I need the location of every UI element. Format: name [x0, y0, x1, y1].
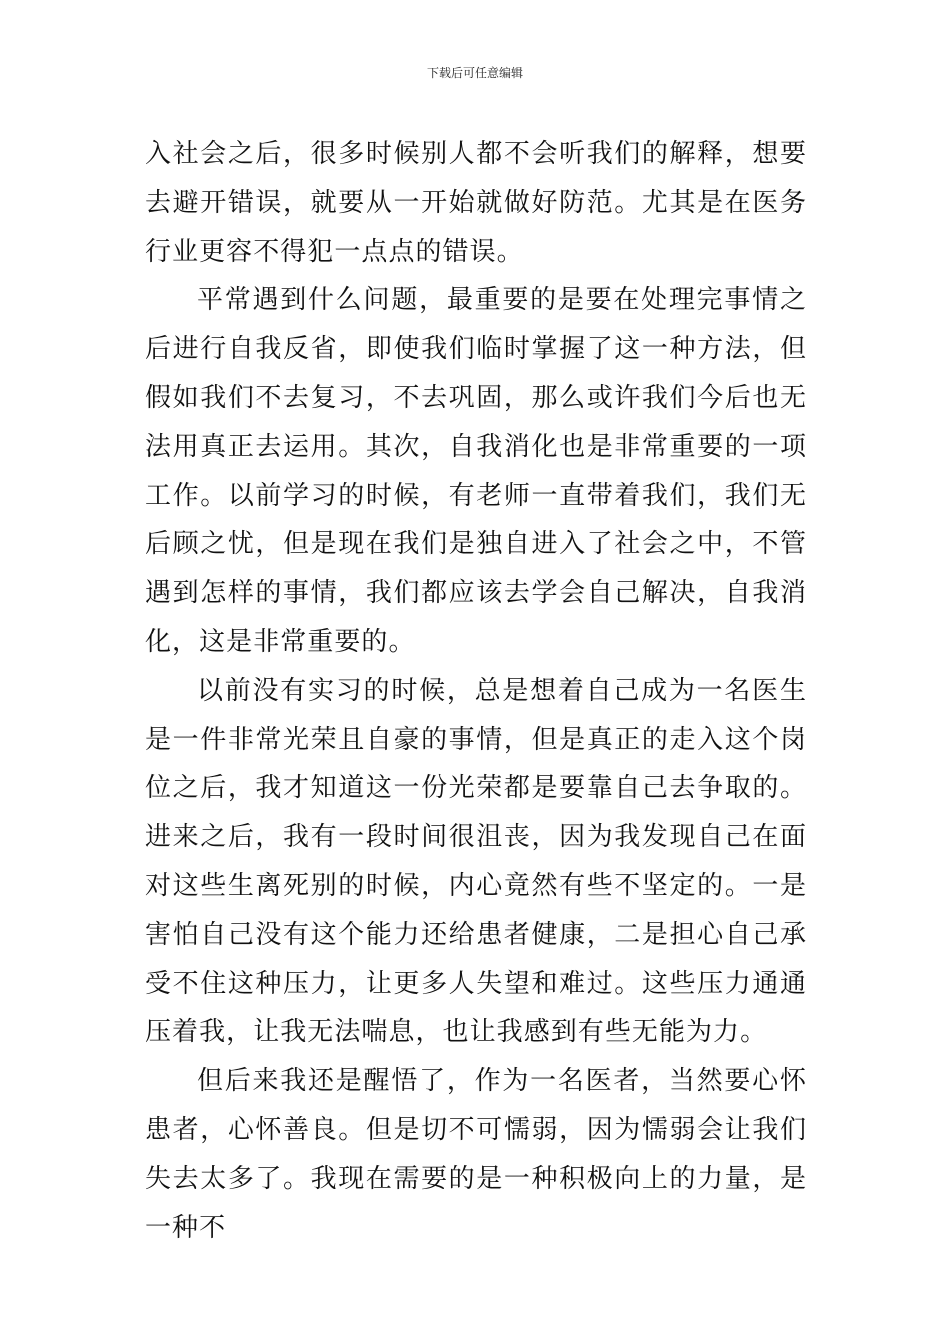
paragraph-4: 但后来我还是醒悟了，作为一名医者，当然要心怀患者，心怀善良。但是切不可懦弱，因为懦弱会让我们失去太多了。我现在需要的是一种积极向上的力量，是一种不	[145, 1066, 807, 1243]
document-body	[145, 130, 807, 1252]
page-header: 下载后可任意编辑	[426, 66, 523, 80]
paragraph-3: 以前没有实习的时候，总是想着自己成为一名医生是一件非常光荣且自豪的事情，但是真正的走入这个岗位之后，我才知道这一份光荣都是要靠自己去争取的。进来之后，我有一段时间很沮丧，因为我发现自己在面对这些生离死别的时候，内心竟然有些不坚定的。一是害怕自己没有这个能力还给患者健康，二是担心自己承受不住这种压力，让更多人失望和难过。这些压力通通压着我，让我无法喘息，也让我感到有些无能为力。	[145, 675, 807, 1048]
paragraph-2: 平常遇到什么问题，最重要的是要在处理完事情之后进行自我反省，即使我们临时掌握了这一种方法，但假如我们不去复习，不去巩固，那么或许我们今后也无法用真正去运用。其次，自我消化也是非常重要的一项工作。以前学习的时候，有老师一直带着我们，我们无后顾之忧，但是现在我们是独自进入了社会之中，不管遇到怎样的事情，我们都应该去学会自己解决，自我消化，这是非常重要的。	[145, 285, 807, 657]
paragraph-1: 入社会之后，很多时候别人都不会听我们的解释，想要去避开错误，就要从一开始就做好防范。尤其是在医务行业更容不得犯一点点的错误。	[145, 139, 807, 267]
